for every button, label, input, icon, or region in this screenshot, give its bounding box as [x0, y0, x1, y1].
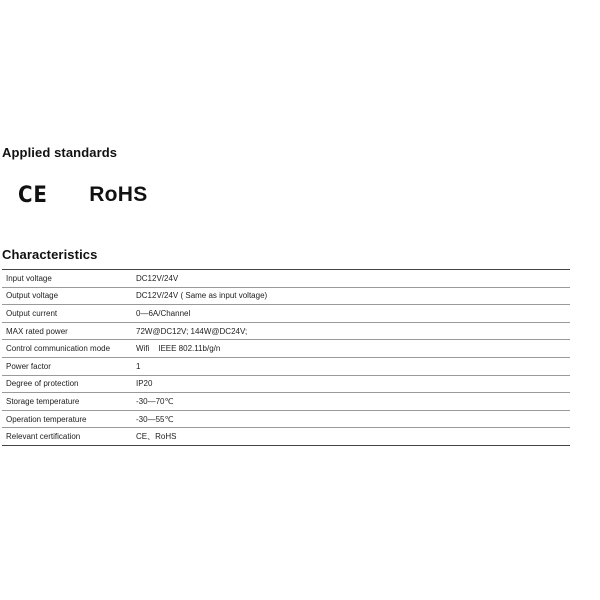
table-row: [2, 270, 570, 288]
spec-label: Output current: [2, 305, 132, 323]
table-row: [2, 428, 570, 446]
spec-value: 72W@DC12V; 144W@DC24V;: [132, 322, 570, 340]
characteristics-table: [2, 269, 570, 446]
spec-label: Relevant certification: [2, 428, 132, 446]
spec-value: -30—55℃: [132, 410, 570, 428]
applied-standards-heading: Applied standards: [2, 145, 118, 160]
spec-value: 1: [132, 357, 570, 375]
spec-value: CE、RoHS: [132, 428, 570, 446]
rohs-logo-icon: RoHS: [89, 183, 148, 206]
spec-label: Control communication mode: [2, 340, 132, 358]
spec-label: MAX rated power: [2, 322, 132, 340]
spec-value: Wifi IEEE 802.11b/g/n: [132, 340, 570, 358]
spec-value: DC12V/24V ( Same as input voltage): [132, 287, 570, 305]
table-row: [2, 393, 570, 411]
ce-logo-icon: CE: [18, 182, 48, 208]
table-row: [2, 340, 570, 358]
spec-label: Input voltage: [2, 270, 132, 288]
spec-label: Power factor: [2, 357, 132, 375]
spec-value: IP20: [132, 375, 570, 393]
table-row: [2, 410, 570, 428]
spec-value: DC12V/24V: [132, 270, 570, 288]
spec-label: Degree of protection: [2, 375, 132, 393]
table-row: [2, 287, 570, 305]
table-row: [2, 322, 570, 340]
characteristics-heading: Characteristics: [2, 247, 98, 262]
table-row: [2, 305, 570, 323]
spec-value: 0—6A/Channel: [132, 305, 570, 323]
table-row: [2, 375, 570, 393]
spec-label: Output voltage: [2, 287, 132, 305]
spec-label: Storage temperature: [2, 393, 132, 411]
certification-logos: [18, 180, 148, 210]
spec-label: Operation temperature: [2, 410, 132, 428]
spec-value: -30—70℃: [132, 393, 570, 411]
table-row: [2, 357, 570, 375]
